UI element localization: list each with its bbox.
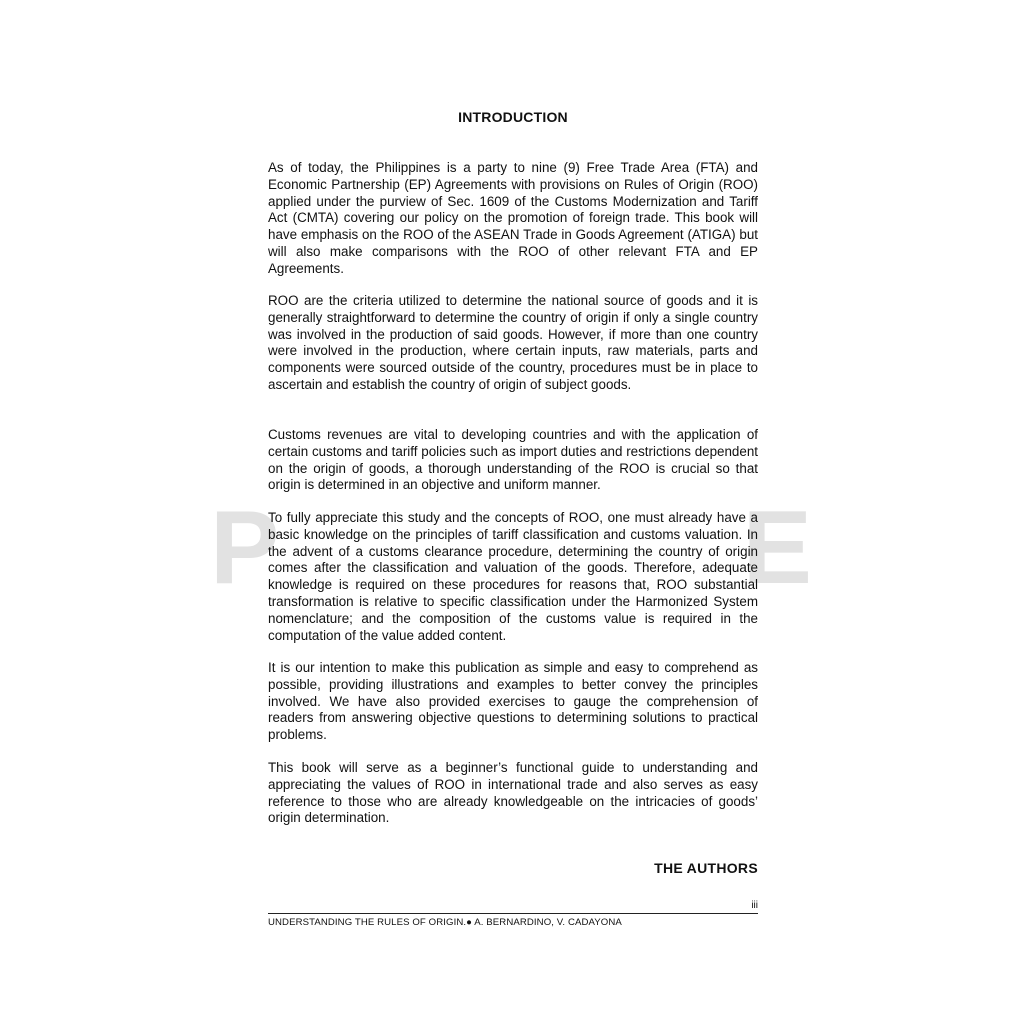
page-title: INTRODUCTION <box>458 109 568 125</box>
footer-divider <box>268 913 758 914</box>
paragraph-3: Customs revenues are vital to developing countries and with the application of certain customs and tariff policies such as import duties and restrictions dependent on the origin of goods, a thorough understanding of the ROO is crucial so that origin is determined in an objective and uniform manner. <box>268 427 758 493</box>
paragraph-6: This book will serve as a beginner’s functional guide to understanding and appreciating the values of ROO in international trade and also serves as easy reference to those who are already knowledgeable on the intricacies of goods’ origin determination. <box>268 760 758 826</box>
paragraph-4: To fully appreciate this study and the concepts of ROO, one must already have a basic knowledge on the principles of tariff classification and customs valuation. In the advent of a customs clearance procedure, determining the country of origin comes after the classification and valuation of the goods. Therefore, adequate knowledge is required on these procedures for reasons that, ROO substantial transformation is relative to specific classification under the Harmonized System nomenclature; and the composition of the customs value is required in the computation of the value added content. <box>268 510 758 643</box>
paragraph-2: ROO are the criteria utilized to determine the national source of goods and it is generally straightforward to determine the country of origin if only a single country was involved in the production of said goods. However, if more than one country were involved in the production, where certain inputs, raw materials, parts and components were sourced outside of the country, procedures must be in place to ascertain and establish the country of origin of subject goods. <box>268 293 758 392</box>
authors-signature: THE AUTHORS <box>654 860 758 876</box>
watermark-right-fragment: E <box>742 490 814 606</box>
watermark-left-fragment: P <box>210 490 282 606</box>
paragraph-5: It is our intention to make this publication as simple and easy to comprehend as possible, providing illustrations and examples to better convey the principles involved. We have also provided exercises to gauge the comprehension of readers from answering objective questions to determining solutions to practical problems. <box>268 660 758 743</box>
page-number: iii <box>751 900 758 911</box>
footer-text: UNDERSTANDING THE RULES OF ORIGIN.● A. BERNARDINO, V. CADAYONA <box>268 917 622 928</box>
paragraph-1: As of today, the Philippines is a party to nine (9) Free Trade Area (FTA) and Economic Partnership (EP) Agreements with provisions on Rules of Origin (ROO) applied under the purview of Sec. 1609 of the Customs Modernization and Tariff Act (CMTA) covering our policy on the promotion of foreign trade. This book will have emphasis on the ROO of the ASEAN Trade in Goods Agreement (ATIGA) but will also make comparisons with the ROO of other relevant FTA and EP Agreements. <box>268 160 758 276</box>
